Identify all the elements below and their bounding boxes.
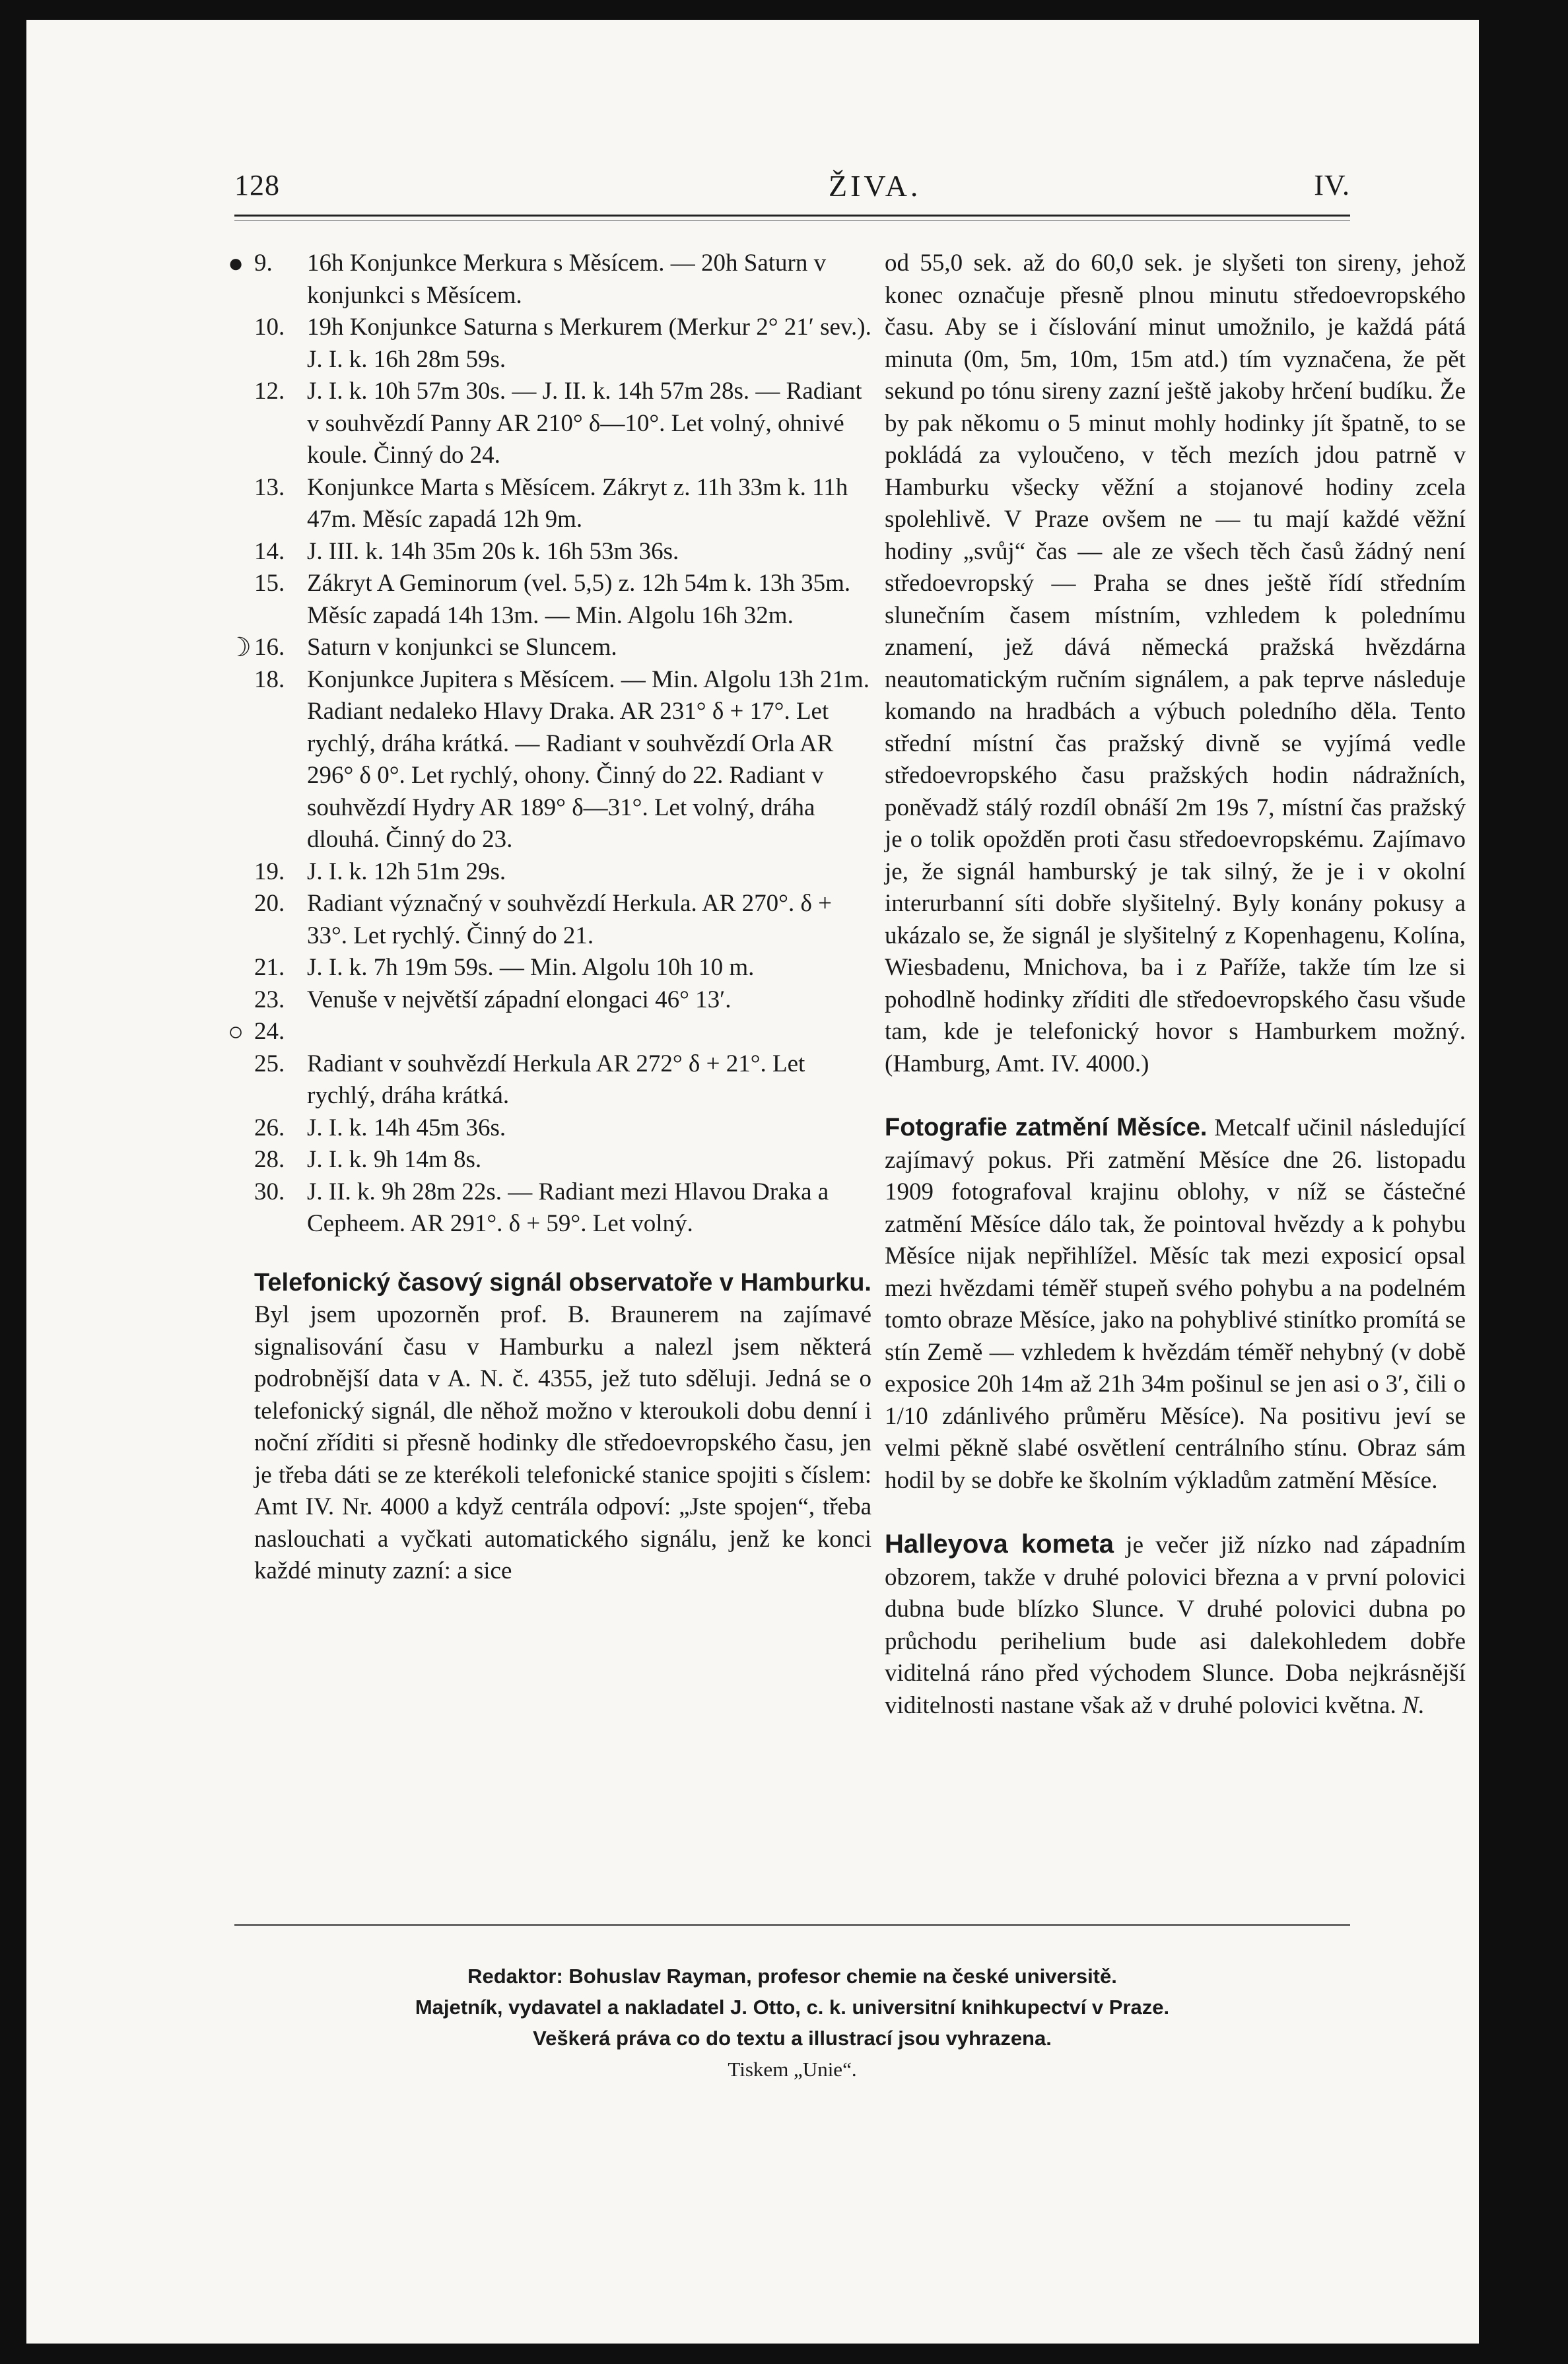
entry-day: 28. [254, 1146, 285, 1173]
calendar-entry [228, 248, 871, 312]
calendar-entry [254, 568, 871, 632]
page-number: 128 [234, 169, 280, 201]
calendar-entry [228, 632, 871, 664]
entry-text: Radiant význačný v souhvězdí Herkula. AR 270°. δ + 33°. Let rychlý. Činný do 21. [307, 890, 832, 949]
entry-text: Konjunkce Jupitera s Měsícem. — Min. Algolu 13h 21m. Radiant nedaleko Hlavy Draka. AR 231° δ + 17°. Let rychlý, dráha krátká. — Radiant v souhvězdí Orla AR 296° δ 0°. Let rychlý, ohony. Činný do 22. Radiant v souhvězdí Hydry AR 189° δ—31°. Let volný, dráha dlouhá. Činný do 23. [307, 665, 869, 853]
entry-day: 20. [254, 890, 285, 917]
footer-rule [234, 1924, 1350, 1926]
calendar-entries [228, 248, 871, 1240]
footer-publisher: Majetník, vydavatel a nakladatel J. Otto, c. k. universitní knihkupectví v Praze. [415, 1996, 1170, 2019]
entry-day: 14. [254, 537, 285, 565]
entry-text: 16h Konjunkce Merkura s Měsícem. — 20h Saturn v konjunkci s Měsícem. [307, 250, 827, 309]
entry-day: 9. [254, 250, 273, 277]
volume-number: IV. [1314, 169, 1350, 201]
entry-day: 30. [254, 1178, 285, 1205]
article-fotografie-body: Metcalf učinil následující zajímavý pokus. Při zatmění Měsíce dne 26. listopadu 1909 fotografoval krajinu oblohy, v níž se částečné zatmění Měsíce dálo tak, že pointoval hvězdy a k pohybu Měsíce nijak nepřihlížel. Měsíc tak mezi exposicí opsal mezi hvězdami téměř stupeň svého pohybu a na podelném tomto obraze Měsíce, jako na pohyblivé stinítko promítá se stín Země — vzhledem k hvězdám téměř nehybný (v době exposice 20h 14m až 21h 34m pošinul se jen asi o 3′, čili o 1/10 zdánlivého průměru Měsíce). Na positivu jeví se velmi pěkně slabé osvětlení centrálního stínu. Obraz sám hodil by se dobře ke školním výkladům zatmění Měsíce. [885, 1114, 1466, 1494]
entry-day: 13. [254, 473, 285, 501]
header-rule [234, 215, 1350, 217]
entry-text: J. I. k. 10h 57m 30s. — J. II. k. 14h 57m 28s. — Radiant v souhvězdí Panny AR 210° δ—10°. Let volný, ohnivé koule. Činný do 24. [307, 378, 862, 469]
entry-text: J. II. k. 9h 28m 22s. — Radiant mezi Hlavou Draka a Cepheem. AR 291°. δ + 59°. Let volný. [307, 1178, 829, 1237]
article-halley-signature: N. [1402, 1691, 1425, 1719]
page [26, 20, 1479, 2344]
article-telefon-continuation: od 55,0 sek. až do 60,0 sek. je slyšeti ton sireny, jehož konec označuje přesně plnou minutu středoevropského času. Aby se i číslování minut umožnilo, je každá pátá minuta (0m, 5m, 10m, 15m atd.) tím vyznačena, že pět sekund po tónu sireny zazní ještě jakoby hrčení budíku. Že by pak někomu o 5 minut mohly hodinky jít špatně, to se pokládá za vyloučeno, v těch mezích jdou patrně v Hamburku všecky věžní a stojanové hodiny zcela spolehlivě. V Praze ovšem ne — tu mají každé věžní hodiny „svůj“ čas — ale ze všech těch časů žádný není středoevropský — Praha se dnes ještě řídí středním slunečním časem místním, vzhledem k polednímu znamení, jež dává německá pražská hvězdárna neautomatickým ručním signálem, a pak teprve následuje komando na hradbách a výbuch poledního děla. Tento střední místní čas pražský divně se vyjímá vedle středoevropského času pražských hodin nádražních, poněvadž stálý rozdíl obnáší 2m 19s 7, místní čas pražský je o tolik opožděn proti času středoevropskému. Zajímavo je, že signál hamburský je tak silný, že je i v okolní interurbanní síti dobře slyšitelný. Byly konány pokusy a ukázalo se, že signál je slyšitelný z Kopenhagenu, Kolína, Wiesbadenu, Mnichova, ba i z Paříže, takže tím lze si pohodlně hodinky zříditi dle středoevropského času všude tam, kde je telefonický hovor s Hamburkem možný. (Hamburg, Amt. IV. 4000.) [885, 250, 1466, 1077]
article-telefon-body: Byl jsem upozorněn prof. B. Braunerem na zajímavé signalisování času v Hamburku a nalezl jsem některá podrobnější data v A. N. č. 4355, jež tuto sděluji. Jedná se o telefonický signál, dle něhož možno v kteroukoli dobu denní i noční zříditi si přesně hodinky dle středoevropského času, jen je třeba dáti se ze kterékoli telefonické stanice spojiti s číslem: Amt IV. Nr. 4000 a když centrála odpoví: „Jste spojen“, třeba naslouchati a vyčkati automatického signálu, jenž ke konci každé minuty zazní: a sice [254, 1301, 871, 1584]
entry-day: 24. [254, 1018, 285, 1045]
entry-day: 12. [254, 378, 285, 405]
entry-text: 19h Konjunkce Saturna s Merkurem (Merkur 2° 21′ sev.). J. I. k. 16h 28m 59s. [307, 314, 871, 373]
moon-phase-icon: ● [228, 248, 244, 278]
article-fotografie [885, 1112, 1466, 1497]
footer-editor: Redaktor: Bohuslav Rayman, profesor chemie na české universitě. [467, 1965, 1117, 1988]
calendar-entry [254, 664, 871, 856]
article-telefon [254, 1267, 871, 1588]
footer-rights: Veškerá práva co do textu a illustrací jsou vyhrazena. [533, 2027, 1052, 2050]
footer-printer: Tiskem „Unie“. [728, 2058, 857, 2081]
entry-text: J. I. k. 12h 51m 29s. [307, 858, 506, 885]
calendar-entry [254, 472, 871, 536]
entry-text: J. I. k. 9h 14m 8s. [307, 1146, 482, 1173]
calendar-entry [254, 1144, 871, 1176]
article-telefon-title: Telefonický časový signál observatoře v Hamburku. [254, 1268, 871, 1297]
calendar-entry [254, 952, 871, 984]
footer [234, 1961, 1350, 2085]
entry-day: 15. [254, 570, 285, 597]
entry-text: Konjunkce Marta s Měsícem. Zákryt z. 11h 33m k. 11h 47m. Měsíc zapadá 12h 9m. [307, 473, 848, 533]
article-halley-body: je večer již nízko nad západním obzorem, takže v druhé polovici března a v první polovici dubna bude blízko Slunce. V druhé polovici dubna po průchodu perihelium bude asi dalekohledem dobře viditelná ráno před východem Slunce. Doba nejkrásnější viditelnosti nastane však až v druhé polovici května. [885, 1532, 1466, 1719]
calendar-entry [254, 856, 871, 889]
entry-day: 10. [254, 314, 285, 341]
calendar-entry [254, 888, 871, 952]
entry-text: J. I. k. 14h 45m 36s. [307, 1114, 506, 1141]
journal-title: ŽIVA. [829, 169, 922, 203]
entry-text: Radiant v souhvězdí Herkula AR 272° δ + 21°. Let rychlý, dráha krátká. [307, 1050, 805, 1109]
article-fotografie-title: Fotografie zatmění Měsíce. [885, 1114, 1208, 1141]
entry-text: Venuše v největší západní elongaci 46° 13′. [307, 986, 732, 1013]
calendar-entry [228, 1016, 871, 1048]
entry-text: J. III. k. 14h 35m 20s k. 16h 53m 36s. [307, 537, 679, 565]
entry-day: 25. [254, 1050, 285, 1077]
moon-phase-icon: ☽ [228, 632, 252, 662]
calendar-entry [254, 1176, 871, 1240]
calendar-entry [254, 1048, 871, 1112]
calendar-entry [254, 1112, 871, 1145]
entry-day: 19. [254, 858, 285, 885]
entry-text: Zákryt A Geminorum (vel. 5,5) z. 12h 54m k. 13h 35m. Měsíc zapadá 14h 13m. — Min. Algolu 16h 32m. [307, 570, 851, 629]
entry-day: 23. [254, 986, 285, 1013]
left-column [228, 248, 871, 1588]
calendar-entry [254, 984, 871, 1017]
calendar-entry [254, 312, 871, 376]
page-header [234, 168, 1350, 221]
entry-day: 21. [254, 954, 285, 981]
entry-day: 18. [254, 665, 285, 693]
header-rule-thin [234, 220, 1350, 221]
moon-phase-icon: ○ [228, 1017, 244, 1046]
entry-day: 16. [254, 634, 285, 661]
entry-text: Saturn v konjunkci se Sluncem. [307, 634, 617, 661]
article-halley-title: Halleyova kometa [885, 1530, 1114, 1559]
calendar-entry [254, 376, 871, 472]
calendar-entry [254, 536, 871, 568]
entry-text: J. I. k. 7h 19m 59s. — Min. Algolu 10h 10 m. [307, 954, 755, 981]
right-column [885, 248, 1466, 1722]
article-halley [885, 1528, 1466, 1722]
entry-day: 26. [254, 1114, 285, 1141]
